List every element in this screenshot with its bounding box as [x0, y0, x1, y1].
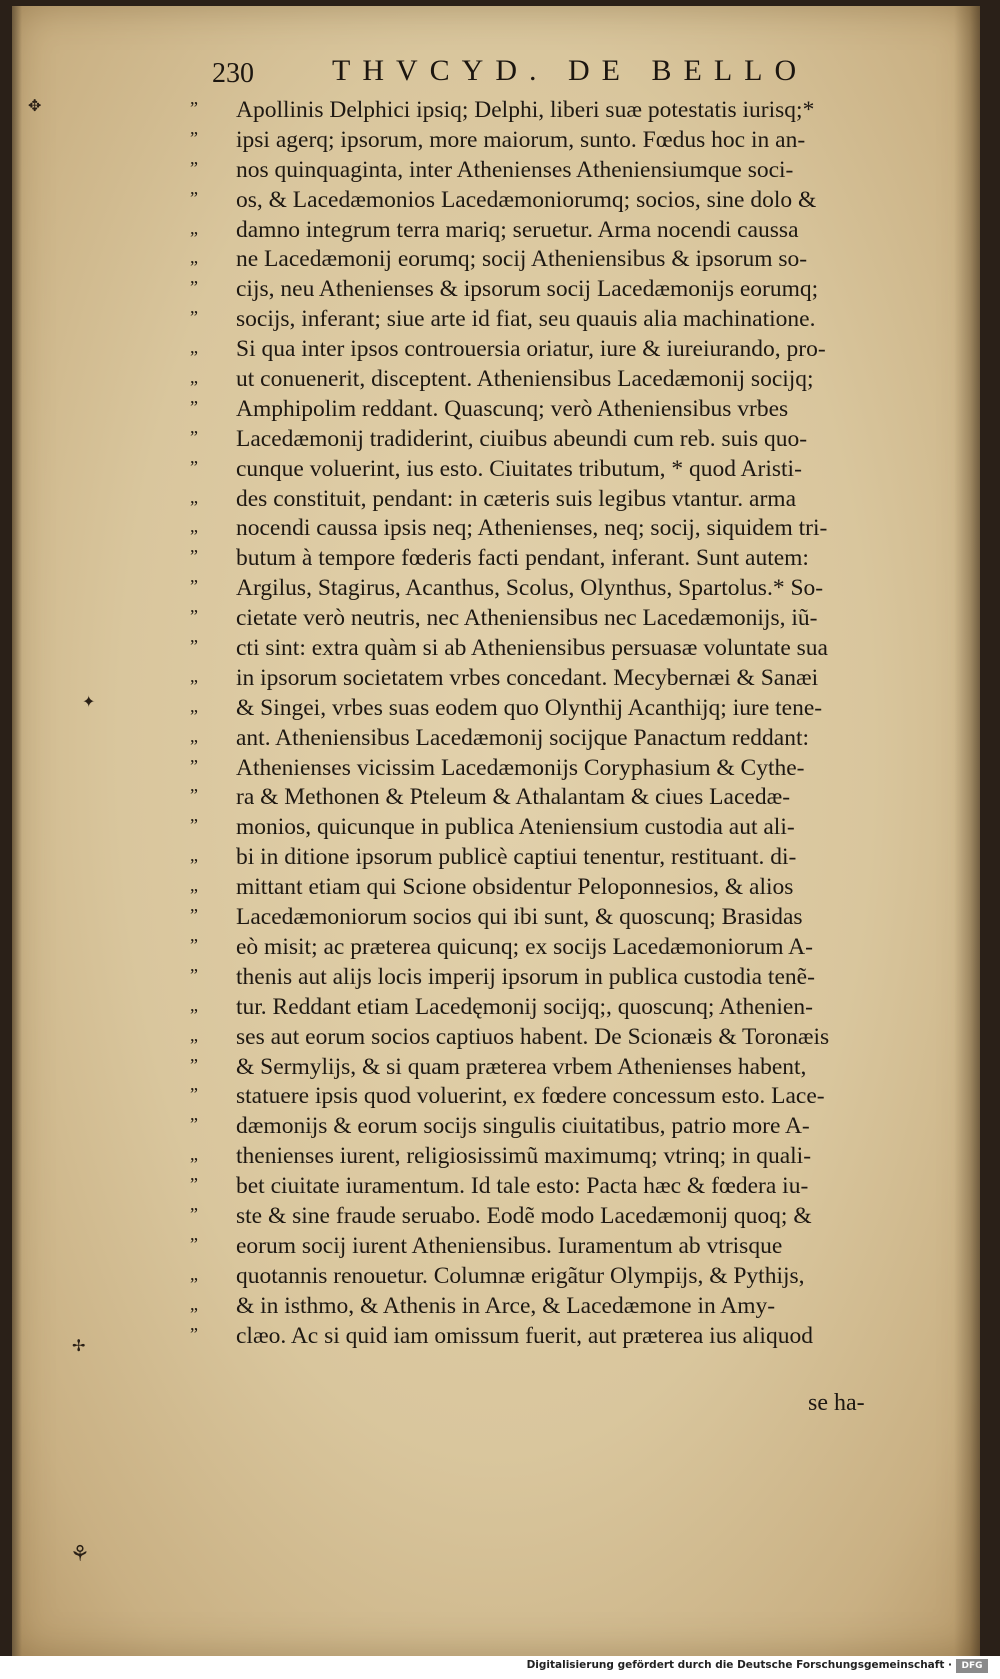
line-text: ra & Methonen & Pteleum & Athalantam & ciues Lacedæ-: [236, 784, 791, 811]
margin-mark-icon: ✥: [28, 96, 42, 115]
text-line: [190, 126, 970, 156]
line-text: quotannis renouetur. Columnæ erigãtur Olympijs, & Pythijs,: [236, 1262, 805, 1289]
quote-mark: ”: [190, 606, 198, 627]
line-text: & Singei, vrbes suas eodem quo Olynthij Acanthijq; iure tene-: [236, 694, 823, 721]
line-text: ut conuenerit, disceptent. Atheniensibus Lacedæmonij socijq;: [236, 366, 814, 393]
line-text: Apollinis Delphici ipsiq; Delphi, liberi suæ potestatis iurisq;*: [236, 97, 815, 123]
text-line: [190, 1142, 970, 1172]
quote-mark: ”: [190, 1084, 198, 1105]
text-line: [190, 1082, 970, 1112]
line-text: Athenienses vicissim Lacedæmonijs Coryphasium & Cythe-: [236, 754, 805, 781]
line-text: statuere ipsis quod voluerint, ex fœdere concessum esto. Lace-: [236, 1083, 825, 1110]
text-line: [190, 604, 970, 634]
line-text: Lacedæmonij tradiderint, ciuibus abeundi cum reb. suis quo-: [236, 425, 808, 452]
text-line: [190, 216, 970, 246]
quote-mark: „: [190, 1144, 198, 1165]
line-text: os, & Lacedæmonios Lacedæmoniorumq; socios, sine dolo &: [236, 186, 817, 213]
line-text: bet ciuitate iuramentum. Id tale esto: Pacta hæc & fœdera iu-: [236, 1173, 809, 1200]
line-text: cunque voluerint, ius esto. Ciuitates tributum, * quod Aristi-: [236, 455, 802, 482]
text-line: [190, 1172, 970, 1202]
quote-mark: „: [190, 725, 198, 746]
quote-mark: ”: [190, 576, 198, 597]
line-text: butum à tempore fœderis facti pendant, inferant. Sunt autem:: [236, 545, 809, 572]
catchword: se ha-: [808, 1390, 865, 1416]
text-line: [190, 634, 970, 664]
line-text: des constituit, pendant: in cæteris suis legibus vtantur. arma: [236, 485, 796, 512]
line-text: socijs, inferant; siue arte id fiat, seu quauis alia machinatione.: [236, 306, 816, 333]
dfg-logo: DFG: [956, 1659, 988, 1673]
quote-mark: ”: [190, 934, 198, 955]
line-text: tur. Reddant etiam Lacedęmonij socijq;, quoscunq; Athenien-: [236, 993, 813, 1020]
line-text: clæo. Ac si quid iam omissum fuerit, aut præterea ius aliquod: [236, 1322, 813, 1349]
text-line: [190, 813, 970, 843]
quote-mark: ”: [190, 456, 198, 477]
line-text: ses aut eorum socios captiuos habent. De Scionæis & Toronæis: [236, 1023, 830, 1050]
quote-mark: ”: [190, 785, 198, 806]
text-line: [190, 245, 970, 275]
text-line: [190, 514, 970, 544]
text-line: [190, 96, 970, 126]
text-line: [190, 544, 970, 574]
line-text: eò misit; ac præterea quicunq; ex socijs Lacedæmoniorum A-: [236, 933, 813, 960]
line-text: eorum socij iurent Atheniensibus. Iuramentum ab vtrisque: [236, 1232, 783, 1259]
text-line: [190, 425, 970, 455]
quote-mark: „: [190, 337, 198, 358]
text-line: [190, 1053, 970, 1083]
quote-mark: ”: [190, 1233, 198, 1254]
text-line: [190, 783, 970, 813]
line-text: dæmonijs & eorum socijs singulis ciuitatibus, patrio more A-: [236, 1113, 810, 1140]
line-text: thenis aut alijs locis imperij ipsorum in publica custodia tenẽ-: [236, 963, 815, 990]
running-title: THVCYD. DE BELLO: [332, 54, 809, 87]
line-text: Argilus, Stagirus, Acanthus, Scolus, Olynthus, Spartolus.* So-: [236, 575, 824, 602]
page-header: [212, 54, 932, 94]
quote-mark: „: [190, 845, 198, 866]
line-text: ste & sine fraude seruabo. Eodẽ modo Lacedæmonij quoq; &: [236, 1202, 812, 1229]
quote-mark: ”: [190, 905, 198, 926]
line-text: thenienses iurent, religiosissimũ maximumq; vtrinq; in quali-: [236, 1143, 812, 1170]
line-text: mittant etiam qui Scione obsidentur Peloponnesios, & alios: [236, 874, 794, 901]
quote-mark: ”: [190, 127, 198, 148]
text-line: [190, 724, 970, 754]
line-text: & Sermylijs, & si quam præterea vrbem Athenienses habent,: [236, 1053, 807, 1080]
quote-mark: ”: [190, 964, 198, 985]
quote-mark: „: [190, 247, 198, 268]
line-text: Si qua inter ipsos controuersia oriatur, iure & iureiurando, pro-: [236, 336, 826, 363]
quote-mark: ”: [190, 1174, 198, 1195]
line-text: cietate verò neutris, nec Atheniensibus nec Lacedæmonijs, iũ-: [236, 605, 818, 632]
quote-mark: „: [190, 1024, 198, 1045]
quote-mark: „: [190, 486, 198, 507]
text-line: [190, 186, 970, 216]
text-line: [190, 933, 970, 963]
text-line: [190, 305, 970, 335]
quote-mark: „: [190, 217, 198, 238]
line-text: & in isthmo, & Athenis in Arce, & Lacedæmone in Amy-: [236, 1292, 776, 1319]
margin-mark-icon: ⚘: [70, 1542, 90, 1567]
quote-mark: „: [190, 1263, 198, 1284]
page-left-edge: [12, 6, 22, 1656]
margin-mark-icon: ✢: [72, 1336, 86, 1355]
text-line: [190, 275, 970, 305]
line-text: nocendi caussa ipsis neq; Athenienses, neq; socij, siquidem tri-: [236, 515, 828, 542]
quote-mark: „: [190, 367, 198, 388]
text-line: [190, 1292, 970, 1322]
line-text: nos quinquaginta, inter Athenienses Atheniensiumque soci-: [236, 156, 794, 183]
text-line: [190, 365, 970, 395]
margin-mark-icon: ✦: [82, 692, 96, 711]
quote-mark: ”: [190, 755, 198, 776]
quote-mark: ”: [190, 1054, 198, 1075]
quote-mark: ”: [190, 1203, 198, 1224]
text-line: [190, 993, 970, 1023]
quote-mark: ”: [190, 1114, 198, 1135]
text-line: [190, 335, 970, 365]
quote-mark: ”: [190, 636, 198, 657]
text-line: [190, 963, 970, 993]
text-line: [190, 903, 970, 933]
digitization-credit: Digitalisierung gefördert durch die Deutsche Forschungsgemeinschaft ·: [526, 1659, 952, 1671]
text-line: [190, 1202, 970, 1232]
quote-mark: ”: [190, 307, 198, 328]
text-line: [190, 843, 970, 873]
text-line: [190, 1262, 970, 1292]
text-line: [190, 1322, 970, 1352]
text-line: [190, 574, 970, 604]
quote-mark: ”: [190, 546, 198, 567]
line-text: bi in ditione ipsorum publicè captiui tenentur, restituant. di-: [236, 844, 797, 871]
text-line: [190, 485, 970, 515]
line-text: Lacedæmoniorum socios qui ibi sunt, & quoscunq; Brasidas: [236, 904, 803, 931]
text-line: [190, 1232, 970, 1262]
quote-mark: „: [190, 875, 198, 896]
text-line: [190, 395, 970, 425]
quote-mark: „: [190, 665, 198, 686]
line-text: Amphipolim reddant. Quascunq; verò Atheniensibus vrbes: [236, 395, 789, 422]
line-text: damno integrum terra mariq; seruetur. Arma nocendi caussa: [236, 216, 799, 243]
line-text: monios, quicunque in publica Ateniensium custodia aut ali-: [236, 814, 795, 841]
line-text: ipsi agerq; ipsorum, more maiorum, sunto. Fœdus hoc in an-: [236, 126, 806, 153]
text-line: [190, 873, 970, 903]
quote-mark: ”: [190, 426, 198, 447]
quote-mark: ”: [190, 396, 198, 417]
text-line: [190, 156, 970, 186]
body-text: [190, 96, 970, 1351]
line-text: ant. Atheniensibus Lacedæmonij socijque Panactum reddant:: [236, 724, 810, 751]
quote-mark: ”: [190, 815, 198, 836]
quote-mark: ”: [190, 1323, 198, 1344]
quote-mark: „: [190, 695, 198, 716]
quote-mark: ”: [190, 277, 198, 298]
line-text: cti sint: extra quàm si ab Atheniensibus persuasæ voluntate sua: [236, 635, 828, 662]
line-text: in ipsorum societatem vrbes concedant. Mecybernæi & Sanæi: [236, 664, 819, 691]
page-number: 230: [212, 58, 254, 89]
quote-mark: „: [190, 516, 198, 537]
quote-mark: „: [190, 994, 198, 1015]
text-line: [190, 694, 970, 724]
line-text: ne Lacedæmonij eorumq; socij Atheniensibus & ipsorum so-: [236, 246, 808, 273]
line-text: cijs, neu Athenienses & ipsorum socij Lacedæmonijs eorumq;: [236, 276, 819, 303]
text-line: [190, 664, 970, 694]
text-line: [190, 754, 970, 784]
text-line: [190, 1023, 970, 1053]
quote-mark: „: [190, 1293, 198, 1314]
text-line: [190, 1112, 970, 1142]
quote-mark: ”: [190, 157, 198, 178]
quote-mark: ”: [190, 98, 198, 118]
quote-mark: ”: [190, 187, 198, 208]
text-line: [190, 455, 970, 485]
